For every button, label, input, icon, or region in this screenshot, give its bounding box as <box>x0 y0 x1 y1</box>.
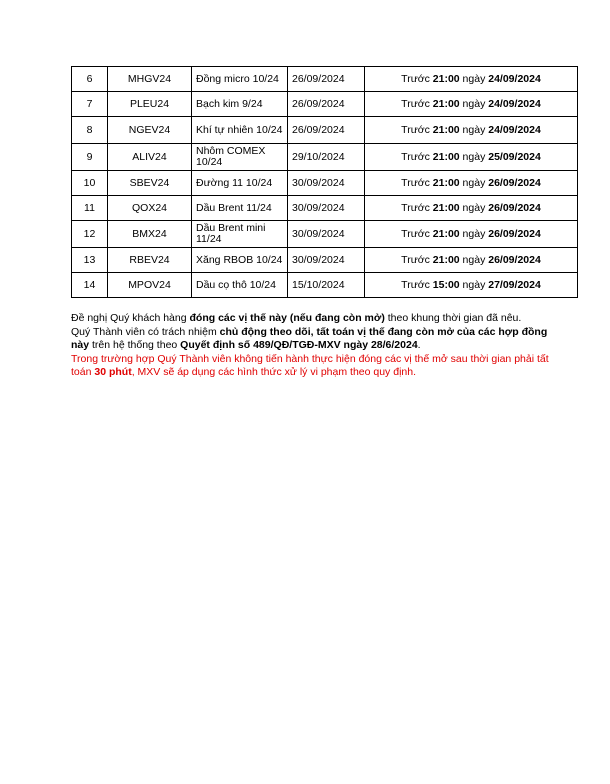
contract-name: Khí tự nhiên 10/24 <box>192 117 288 144</box>
table-row <box>72 67 578 92</box>
contract-code: RBEV24 <box>108 248 192 273</box>
row-number: 10 <box>72 171 108 196</box>
contract-code: MPOV24 <box>108 273 192 298</box>
deadline-day: 26/09/2024 <box>488 253 541 266</box>
deadline-prefix: Trước <box>401 150 433 163</box>
deadline-day: 24/09/2024 <box>488 123 541 136</box>
row-number: 13 <box>72 248 108 273</box>
deadline-mid: ngày <box>459 150 489 163</box>
table-row <box>72 248 578 273</box>
deadline-prefix: Trước <box>401 176 433 189</box>
contract-name: Dầu cọ thô 10/24 <box>192 273 288 298</box>
contract-date: 30/09/2024 <box>288 248 365 273</box>
close-deadline <box>365 248 578 273</box>
contract-date: 30/09/2024 <box>288 171 365 196</box>
note-warning-text: Trong trường hợp Quý Thành viên không tiến hành thực hiện đóng các vị thế mở sau thời gian phải tất toán <box>71 352 549 378</box>
deadline-day: 24/09/2024 <box>488 72 541 85</box>
note-warning <box>71 353 551 380</box>
table-row <box>72 144 578 171</box>
deadline-day: 26/09/2024 <box>488 201 541 214</box>
table-row <box>72 171 578 196</box>
close-deadline <box>365 67 578 92</box>
deadline-mid: ngày <box>459 227 489 240</box>
note-resp-mid: trên hệ thống theo <box>89 339 181 351</box>
deadline-time: 21:00 <box>432 72 460 85</box>
deadline-day: 26/09/2024 <box>488 227 541 240</box>
close-deadline <box>365 171 578 196</box>
contract-name: Dầu Brent mini 11/24 <box>192 221 288 248</box>
deadline-time: 21:00 <box>432 97 460 110</box>
close-deadline <box>365 117 578 144</box>
contract-date: 26/09/2024 <box>288 117 365 144</box>
notes-section <box>71 312 551 380</box>
contract-name: Dầu Brent 11/24 <box>192 196 288 221</box>
deadline-time: 21:00 <box>432 150 460 163</box>
deadline-prefix: Trước <box>401 201 433 214</box>
contract-code: BMX24 <box>108 221 192 248</box>
deadline-day: 27/09/2024 <box>488 278 541 291</box>
contract-date: 30/09/2024 <box>288 196 365 221</box>
deadline-mid: ngày <box>459 123 489 136</box>
note-request-text: Đề nghị Quý khách hàng <box>71 312 190 324</box>
deadline-day: 26/09/2024 <box>488 176 541 189</box>
note-request-tail: theo khung thời gian đã nêu. <box>384 312 522 324</box>
note-request <box>71 312 551 326</box>
deadline-mid: ngày <box>459 176 489 189</box>
close-deadline <box>365 221 578 248</box>
close-deadline <box>365 196 578 221</box>
deadline-mid: ngày <box>459 253 489 266</box>
note-responsibility <box>71 326 551 353</box>
contract-table <box>71 66 578 298</box>
note-resp-end: . <box>417 339 421 351</box>
contract-name: Nhôm COMEX 10/24 <box>192 144 288 171</box>
deadline-time: 21:00 <box>432 176 460 189</box>
table-row <box>72 221 578 248</box>
contract-code: NGEV24 <box>108 117 192 144</box>
deadline-time: 21:00 <box>432 201 460 214</box>
contract-date: 30/09/2024 <box>288 221 365 248</box>
row-number: 9 <box>72 144 108 171</box>
table-row <box>72 196 578 221</box>
row-number: 7 <box>72 92 108 117</box>
deadline-mid: ngày <box>459 278 489 291</box>
table-row <box>72 117 578 144</box>
deadline-day: 25/09/2024 <box>488 150 541 163</box>
contract-code: QOX24 <box>108 196 192 221</box>
contract-date: 29/10/2024 <box>288 144 365 171</box>
row-number: 6 <box>72 67 108 92</box>
deadline-prefix: Trước <box>401 72 433 85</box>
note-resp-text: Quý Thành viên có trách nhiệm <box>71 325 220 338</box>
note-request-bold: đóng các vị thế này (nếu đang còn mở) <box>189 312 385 324</box>
row-number: 12 <box>72 221 108 248</box>
contract-name: Xăng RBOB 10/24 <box>192 248 288 273</box>
note-decision: Quyết định số 489/QĐ/TGĐ-MXV ngày 28/6/2024 <box>180 339 418 351</box>
note-warning-bold: 30 phút <box>94 366 132 378</box>
deadline-mid: ngày <box>459 97 489 110</box>
row-number: 11 <box>72 196 108 221</box>
deadline-time: 21:00 <box>432 123 460 136</box>
row-number: 14 <box>72 273 108 298</box>
deadline-prefix: Trước <box>401 278 433 291</box>
contract-date: 26/09/2024 <box>288 92 365 117</box>
contract-code: PLEU24 <box>108 92 192 117</box>
deadline-mid: ngày <box>459 201 489 214</box>
table-row <box>72 273 578 298</box>
close-deadline <box>365 92 578 117</box>
contract-name: Đồng micro 10/24 <box>192 67 288 92</box>
row-number: 8 <box>72 117 108 144</box>
deadline-prefix: Trước <box>401 97 433 110</box>
contract-date: 26/09/2024 <box>288 67 365 92</box>
close-deadline <box>365 144 578 171</box>
close-deadline <box>365 273 578 298</box>
deadline-day: 24/09/2024 <box>488 97 541 110</box>
deadline-time: 15:00 <box>432 278 460 291</box>
deadline-prefix: Trước <box>401 227 433 240</box>
table-row <box>72 92 578 117</box>
deadline-prefix: Trước <box>401 253 433 266</box>
contract-code: MHGV24 <box>108 67 192 92</box>
contract-name: Bạch kim 9/24 <box>192 92 288 117</box>
deadline-time: 21:00 <box>432 227 460 240</box>
note-resp-bold: chủ động theo dõi, tất toán vị thế đang còn mở của các hợp đồng này <box>71 325 548 351</box>
note-warning-tail: , MXV sẽ áp dụng các hình thức xử lý vi phạm theo quy định. <box>131 366 416 378</box>
deadline-time: 21:00 <box>432 253 460 266</box>
contract-date: 15/10/2024 <box>288 273 365 298</box>
contract-name: Đường 11 10/24 <box>192 171 288 196</box>
deadline-mid: ngày <box>459 72 489 85</box>
contract-table-body <box>72 67 578 298</box>
contract-code: SBEV24 <box>108 171 192 196</box>
contract-code: ALIV24 <box>108 144 192 171</box>
deadline-prefix: Trước <box>401 123 433 136</box>
